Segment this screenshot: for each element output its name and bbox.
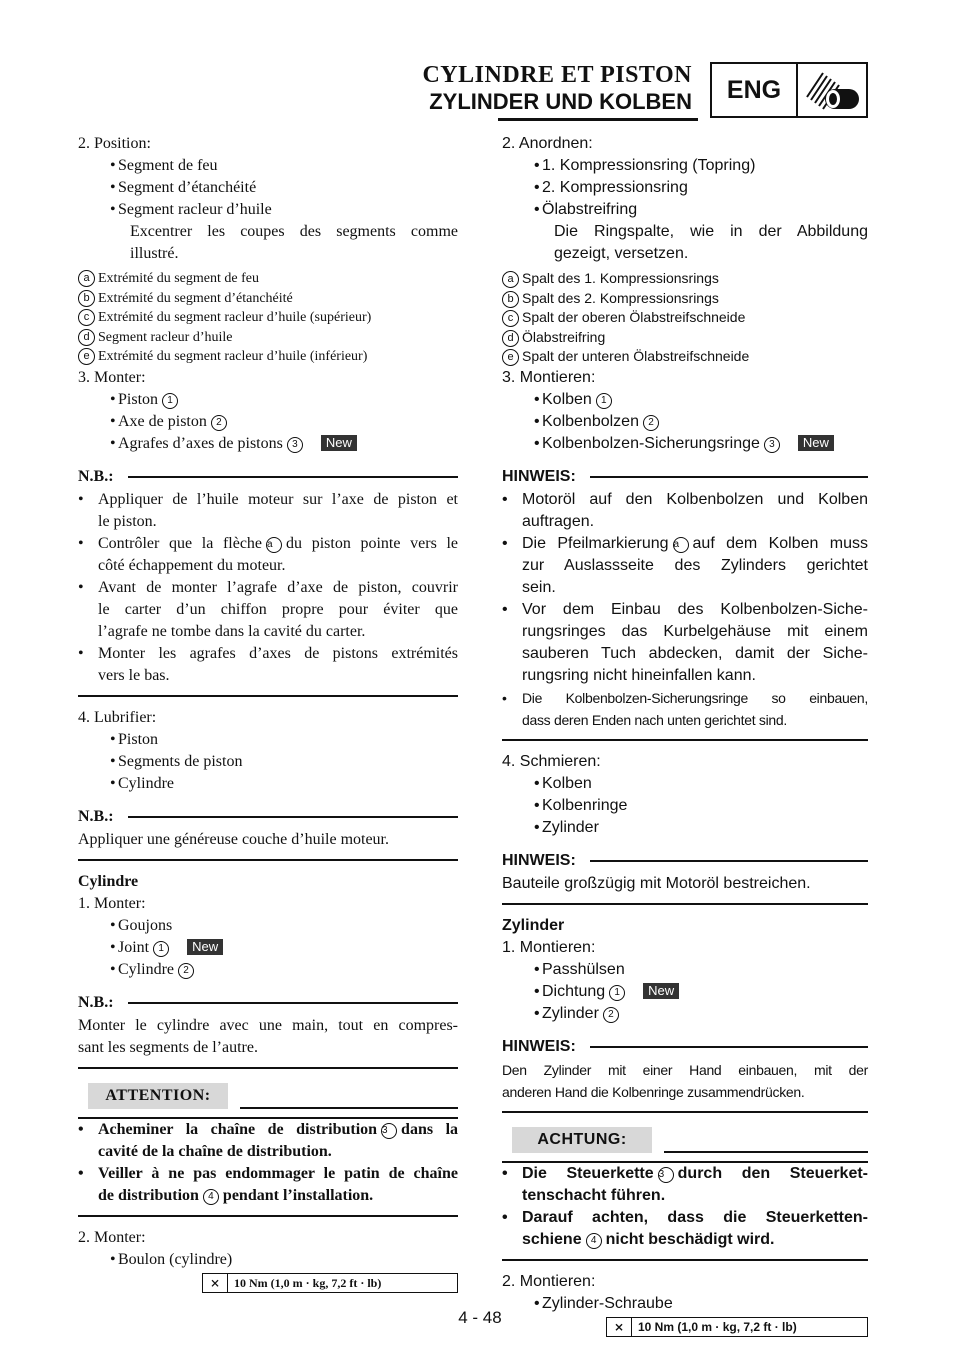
list-item: • Joint 1 New — [78, 937, 458, 959]
list-item: • Piston 1 — [78, 389, 458, 411]
note-header: N.B.: — [78, 465, 458, 489]
torque-wrench-icon: ⨯ — [607, 1318, 632, 1336]
step-2-title: 2. Position: — [78, 135, 151, 152]
step-1-title: 1. Monter: — [78, 894, 146, 912]
caution-item: • Die Steuerkette 3 durch den Steuerket- — [502, 1163, 868, 1185]
note-text: Bauteile großzügig mit Motoröl bestreichen. — [502, 874, 811, 892]
legend-item-c: c Extrémité du segment racleur d’huile (supérieur) — [78, 308, 458, 328]
note-text: Monter le cylindre avec une main, tout en compres- — [78, 1016, 458, 1034]
header-title-de: ZYLINDER UND KOLBEN — [429, 89, 692, 114]
legend-item-c: c Spalt der oberen Ölabstreifschneide — [502, 308, 868, 328]
list-item: • Cylindre 2 — [78, 959, 458, 981]
note-item: • Die Kolbenbolzen-Sicherungsringe so einbauen, — [502, 687, 868, 709]
list-item: • Dichtung 1 New — [502, 981, 868, 1003]
list-item: • Passhülsen — [502, 959, 868, 981]
paragraph-line: Excentrer les coupes des segments comme — [130, 223, 458, 240]
new-badge: New — [798, 435, 834, 451]
legend-item-b: b Extrémité du segment d’étanchéité — [78, 289, 458, 309]
header-title-fr: CYLINDRE ET PISTON — [422, 62, 692, 88]
note-text: anderen Hand die Kolbenringe zusammendrücken. — [502, 1083, 805, 1100]
caution-item: • Darauf achten, dass die Steuerketten- — [502, 1207, 868, 1229]
step-2-title: 2. Montieren: — [502, 1272, 596, 1290]
note-header: N.B.: — [78, 991, 458, 1015]
note-item: • Vor dem Einbau des Kolbenbolzen-Siche- — [502, 599, 868, 621]
section-badge — [710, 62, 868, 118]
list-item: • Segment d’étanchéité — [78, 177, 458, 199]
list-item: • Kolbenringe — [502, 795, 868, 817]
note-text: Den Zylinder mit einer Hand einbauen, mit der — [502, 1061, 868, 1078]
legend-item-a: a Spalt des 1. Kompressionsrings — [502, 269, 868, 289]
note-text: Appliquer une généreuse couche d’huile moteur. — [78, 830, 389, 848]
note-header: HINWEIS: — [502, 1035, 868, 1059]
paragraph-line: illustré. — [130, 245, 179, 262]
engine-icon — [798, 64, 866, 116]
new-badge: New — [187, 939, 223, 955]
list-item: • Segment de feu — [78, 155, 458, 177]
note-item: • Appliquer de l’huile moteur sur l’axe de piston et — [78, 489, 458, 511]
note-item: • Avant de monter l’agrafe d’axe de piston, couvrir — [78, 577, 458, 599]
caution-item: • Acheminer la chaîne de distribution 3 dans la — [78, 1119, 458, 1141]
legend-item-a: a Extrémité du segment de feu — [78, 269, 458, 289]
column-german: 2. Anordnen: • 1. Kompressionsring (Topring) • 2. Kompressionsring • Ölabstreifring Die Ringspalte, wie in der Abbildung gezeigt, versetzen. a Spalt des 1. Kompressionsrings b Spalt des 2. Kompressionsrings c Spalt der oberen Ölabstreifschneide d Ölabstreifring e Spalt der unteren Ölabstreifschneide 3. Montieren: • Kolben 1 • Kolbenbolzen 2 • Kolbenbolzen-Sicherungsringe 3 New HINWEIS: • Motoröl auf den Kolbenbolzen und Kolben auftragen. • Die Pfeilmarkierung a auf dem Kolben muss zur Auslassseite des Zylinders gerichtet sein. • Vor dem Einbau des Kolbenbolzen-Siche- rungsringes das Kurbelgehäuse mit einem sauberen Tuch abdecken, damit der Siche- rungsring nicht hineinfallen kann. • Die Kolbenbolzen-Sicherungsringe so einbauen, dass deren Enden nach unten gerichtet sind. 4. Schmieren: • Kolben • Kolbenringe • Zylinder HINWEIS: Bauteile großzügig mit Motoröl bestreichen. Zylinder 1. Montieren: • Passhülsen • Dichtung 1 New • Zylinder 2 HINWEIS: Den Zylinder mit einer Hand einbauen, mit der anderen Hand die Kolbenringe zusammendrücken. ACHTUNG: • Die Steuerkette 3 durch den Steuerket- tenschacht führen. • Darauf achten, dass die Steuerketten- schiene 4 nicht beschädigt wird. 2. Montieren: • Zylinder-Schraube ⨯ 10 Nm (1,0 m · kg, 7,2 ft · lb) — [502, 133, 868, 1337]
note-item: • Monter les agrafes d’axes de pistons extrémités — [78, 643, 458, 665]
step-3-title: 3. Montieren: — [502, 368, 596, 386]
torque-wrench-icon: ⨯ — [203, 1274, 228, 1292]
subsection-title: Zylinder — [502, 916, 565, 934]
list-item: • Zylinder-Schraube — [502, 1293, 868, 1315]
paragraph-line: gezeigt, versetzen. — [554, 245, 689, 262]
legend-item-b: b Spalt des 2. Kompressionsrings — [502, 289, 868, 309]
list-item: • Segment racleur d’huile — [78, 199, 458, 221]
list-item: • Cylindre — [78, 773, 458, 795]
step-4-title: 4. Schmieren: — [502, 752, 601, 770]
list-item: • Axe de piston 2 — [78, 411, 458, 433]
note-header: N.B.: — [78, 805, 458, 829]
torque-spec: ⨯ 10 Nm (1,0 m · kg, 7,2 ft · lb) — [202, 1273, 458, 1293]
legend-item-e: e Extrémité du segment racleur d’huile (inférieur) — [78, 347, 458, 367]
subsection-title: Cylindre — [78, 872, 139, 890]
page-number: 4 - 48 — [458, 1308, 502, 1327]
header-rule — [498, 118, 698, 121]
step-3-title: 3. Monter: — [78, 368, 146, 386]
list-item: • Goujons — [78, 915, 458, 937]
section-badge-label: ENG — [712, 64, 798, 116]
list-item: • Ölabstreifring — [502, 199, 868, 221]
list-item: • Kolbenbolzen 2 — [502, 411, 868, 433]
list-item: • Kolben 1 — [502, 389, 868, 411]
step-2-title: 2. Anordnen: — [502, 135, 593, 152]
caution-header: ACHTUNG: — [502, 1127, 868, 1163]
new-badge: New — [643, 983, 679, 999]
note-item: • Motoröl auf den Kolbenbolzen und Kolben — [502, 489, 868, 511]
step-4-title: 4. Lubrifier: — [78, 708, 157, 726]
list-item: • Segments de piston — [78, 751, 458, 773]
caution-item: • Veiller à ne pas endommager le patin de chaîne — [78, 1163, 458, 1185]
step-2-title: 2. Monter: — [78, 1228, 146, 1246]
step-1-title: 1. Montieren: — [502, 938, 596, 956]
note-text: sant les segments de l’autre. — [78, 1038, 258, 1056]
new-badge: New — [321, 435, 357, 451]
list-item: • Kolben — [502, 773, 868, 795]
note-header: HINWEIS: — [502, 465, 868, 489]
legend-item-d: d Ölabstreifring — [502, 328, 868, 348]
list-item: • Piston — [78, 729, 458, 751]
torque-spec: ⨯ 10 Nm (1,0 m · kg, 7,2 ft · lb) — [606, 1317, 868, 1337]
column-french: 2. Position: • Segment de feu • Segment d’étanchéité • Segment racleur d’huile Excentrer les coupes des segments comme illustré. a Extrémité du segment de feu b Extrémité du segment d’étanchéité c Extrémité du segment racleur d’huile (supérieur) d Segment racleur d’huile e Extrémité du segment racleur d’huile (inférieur) 3. Monter: • Piston 1 • Axe de piston 2 • Agrafes d’axes de pistons 3 New N.B.: • Appliquer de l’huile moteur sur l’axe de piston et le piston. • Contrôler que la flèche a du piston pointe vers le côté échappement du moteur. • Avant de monter l’agrafe d’axe de piston, couvrir le carter d’un chiffon propre pour éviter que l’agrafe ne tombe dans la cavité du carter. • Monter les agrafes d’axes de pistons extrémités vers le bas. 4. Lubrifier: • Piston • Segments de piston • Cylindre N.B.: Appliquer une généreuse couche d’huile moteur. Cylindre 1. Monter: • Goujons • Joint 1 New • Cylindre 2 N.B.: Monter le cylindre avec une main, tout en compres- sant les segments de l’autre. ATTENTION: • Acheminer la chaîne de distribution 3 dans la cavité de la chaîne de distribution. • Veiller à ne pas endommager le patin de chaîne de distribution 4 pendant l’installation. 2. Monter: • Boulon (cylindre) ⨯ 10 Nm (1,0 m · kg, 7,2 ft · lb) — [78, 133, 458, 1293]
caution-header: ATTENTION: — [78, 1083, 458, 1119]
note-item: • Contrôler que la flèche a du piston pointe vers le — [78, 533, 458, 555]
legend-item-e: e Spalt der unteren Ölabstreifschneide — [502, 347, 868, 367]
list-item: • Zylinder — [502, 817, 868, 839]
list-item: • Agrafes d’axes de pistons 3 New — [78, 433, 458, 455]
list-item: • Zylinder 2 — [502, 1003, 868, 1025]
list-item: • Boulon (cylindre) — [78, 1249, 458, 1271]
legend-item-d: d Segment racleur d’huile — [78, 328, 458, 348]
list-item: • 2. Kompressionsring — [502, 177, 868, 199]
note-header: HINWEIS: — [502, 849, 868, 873]
note-item: • Die Pfeilmarkierung a auf dem Kolben muss — [502, 533, 868, 555]
list-item: • 1. Kompressionsring (Topring) — [502, 155, 868, 177]
paragraph-line: Die Ringspalte, wie in der Abbildung — [554, 223, 868, 240]
list-item: • Kolbenbolzen-Sicherungsringe 3 New — [502, 433, 868, 455]
